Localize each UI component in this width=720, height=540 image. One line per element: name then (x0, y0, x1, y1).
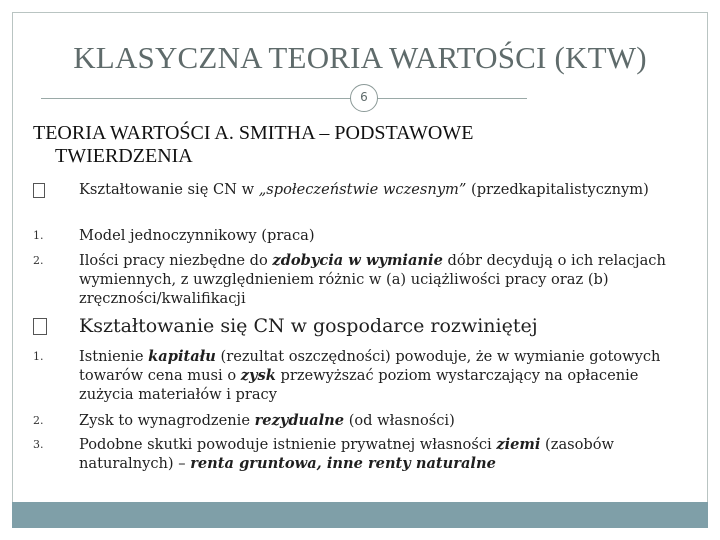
list-item (33, 226, 689, 245)
footer-bar (12, 502, 708, 528)
section-heading (33, 122, 473, 168)
list-item-text: Kształtowanie się CN w gospodarce rozwiniętej (79, 315, 538, 337)
emphasis: rezydualne (254, 412, 345, 429)
heading-line-2: TWIERDZENIA (55, 145, 193, 167)
list-number: 1. (33, 229, 44, 242)
emphasis: zysk (240, 367, 276, 384)
list-number: 1. (33, 350, 44, 363)
list-item-text: Model jednoczynnikowy (praca) (79, 227, 315, 244)
list-item (33, 435, 689, 473)
checkbox-icon (33, 180, 63, 204)
page-number: 6 (350, 84, 378, 112)
list-number: 3. (33, 438, 44, 451)
list-item (33, 347, 689, 404)
checkbox-icon (33, 314, 63, 344)
emphasis: zdobycia w wymianie (272, 252, 443, 269)
heading-line-1: TEORIA WARTOŚCI A. SMITHA – PODSTAWOWE (33, 122, 474, 144)
emphasis: „społeczeństwie wczesnym” (258, 181, 467, 198)
list-item-text: Ilości pracy niezbędne do zdobycia w wymianie dóbr decydują o ich relacjach wymiennych, z uwzględnieniem różnic w (a) uciążliwości pracy oraz (b) zręczności/kwalifikacji (79, 252, 666, 307)
emphasis: renta gruntowa, inne renty naturalne (190, 455, 496, 472)
emphasis: ziemi (496, 436, 541, 453)
title-rule (41, 98, 527, 99)
list-item-text: Kształtowanie się CN w „społeczeństwie wczesnym” (przedkapitalistycznym) (79, 181, 649, 198)
list-item (33, 314, 689, 338)
list-number: 2. (33, 254, 44, 267)
slide-title: KLASYCZNA TEORIA WARTOŚCI (KTW) (73, 40, 647, 75)
emphasis: kapitału (148, 348, 216, 365)
list-item-text: Podobne skutki powoduje istnienie prywatnej własności ziemi (zasobów naturalnych) – renta gruntowa, inne renty naturalne (79, 436, 615, 472)
list-item (33, 251, 689, 308)
list-item (33, 411, 689, 430)
list-item (33, 180, 689, 199)
list-number: 2. (33, 414, 44, 427)
list-item-text: Zysk to wynagrodzenie rezydualne (od własności) (79, 412, 455, 429)
list-item-text: Istnienie kapitału (rezultat oszczędności) powoduje, że w wymianie gotowych towarów cena musi o zysk przewyższać poziom wystarczający na opłacenie zużycia materiałów i pracy (79, 348, 661, 403)
